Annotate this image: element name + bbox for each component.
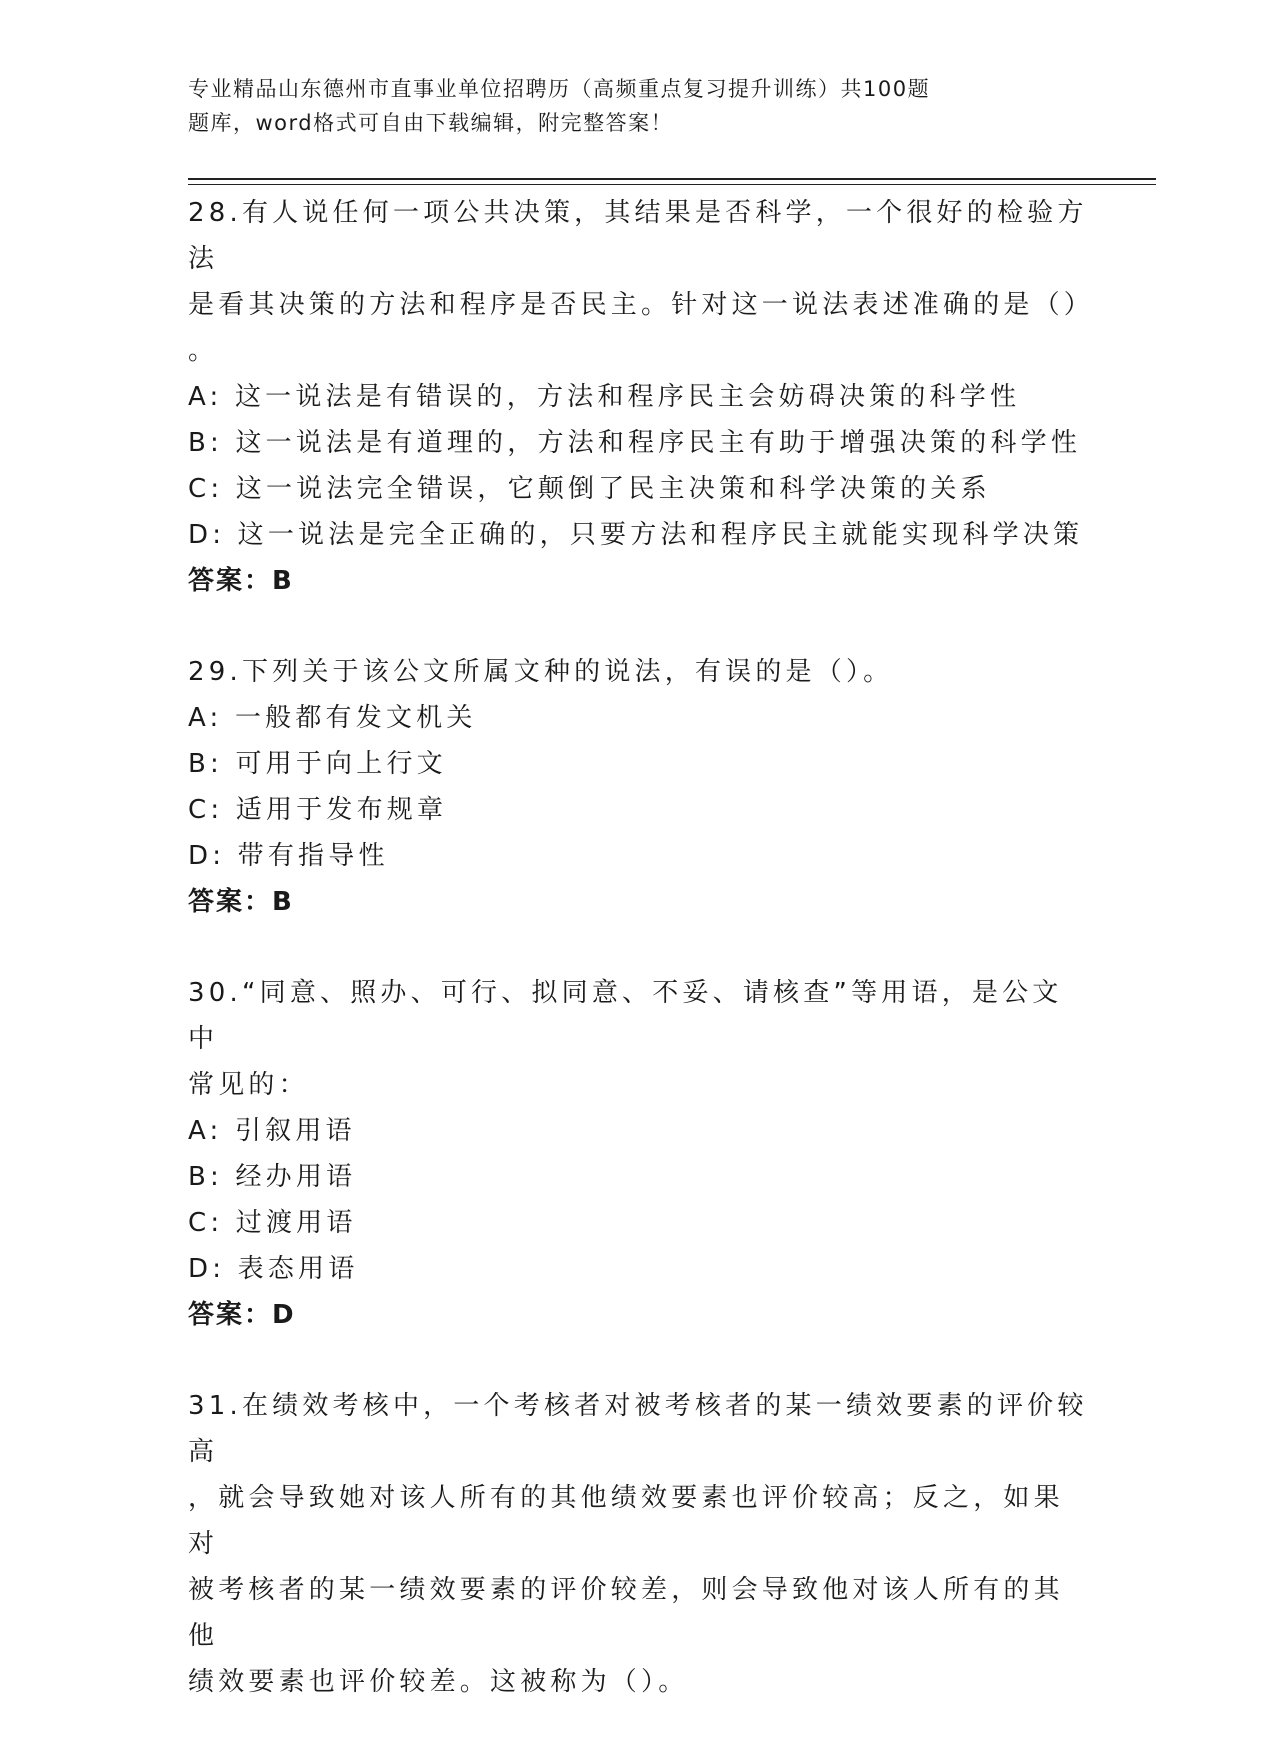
option-b: B: 这一说法是有道理的，方法和程序民主有助于增强决策的科学性: [188, 428, 1082, 458]
question-stem-line: 31.在绩效考核中，一个考核者对被考核者的某一绩效要素的评价较高: [188, 1391, 1088, 1467]
question-stem-line: 是看其决策的方法和程序是否民主。针对这一说法表述准确的是（）: [188, 290, 1095, 320]
option-b: B: 可用于向上行文: [188, 749, 447, 779]
option-a: A: 一般都有发文机关: [188, 703, 477, 733]
question-28: [188, 190, 1095, 604]
option-d: D: 这一说法是完全正确的，只要方法和程序民主就能实现科学决策: [188, 520, 1084, 550]
header-line-1: 专业精品山东德州市直事业单位招聘历（高频重点复习提升训练）共100题: [188, 77, 931, 101]
option-b: B: 经办用语: [188, 1162, 357, 1192]
header-line-2: 题库，word格式可自由下载编辑，附完整答案！: [188, 111, 674, 135]
question-30: [188, 970, 1088, 1338]
option-a: A: 这一说法是有错误的，方法和程序民主会妨碍决策的科学性: [188, 382, 1021, 412]
question-stem-line: 绩效要素也评价较差。这被称为（）。: [188, 1667, 689, 1697]
option-c: C: 这一说法完全错误，它颠倒了民主决策和科学决策的关系: [188, 474, 991, 504]
answer-label: 答案：D: [188, 1300, 296, 1330]
option-c: C: 过渡用语: [188, 1208, 357, 1238]
question-stem-line: ，就会导致她对该人所有的其他绩效要素也评价较高；反之，如果对: [188, 1483, 1064, 1559]
question-31: [188, 1383, 1088, 1705]
question-stem-line: 30.“同意、照办、可行、拟同意、不妥、请核查”等用语，是公文中: [188, 978, 1063, 1054]
question-list: [188, 190, 1095, 1750]
option-c: C: 适用于发布规章: [188, 795, 448, 825]
question-stem-line: 29.下列关于该公文所属文种的说法，有误的是（）。: [188, 657, 894, 687]
option-d: D: 表态用语: [188, 1254, 359, 1284]
question-stem-line: 被考核者的某一绩效要素的评价较差，则会导致他对该人所有的其他: [188, 1575, 1064, 1651]
question-stem-line: 28.有人说任何一项公共决策，其结果是否科学，一个很好的检验方法: [188, 198, 1088, 274]
question-stem-line: 常见的：: [188, 1070, 309, 1100]
answer-label: 答案：B: [188, 566, 294, 596]
option-a: A: 引叙用语: [188, 1116, 356, 1146]
document-header: [188, 72, 1048, 140]
header-divider-thin: [188, 184, 1156, 185]
option-d: D: 带有指导性: [188, 841, 389, 871]
answer-label: 答案：B: [188, 887, 294, 917]
question-29: [188, 649, 1088, 925]
header-divider-thick: [188, 178, 1156, 180]
question-stem-line: 。: [188, 336, 219, 366]
